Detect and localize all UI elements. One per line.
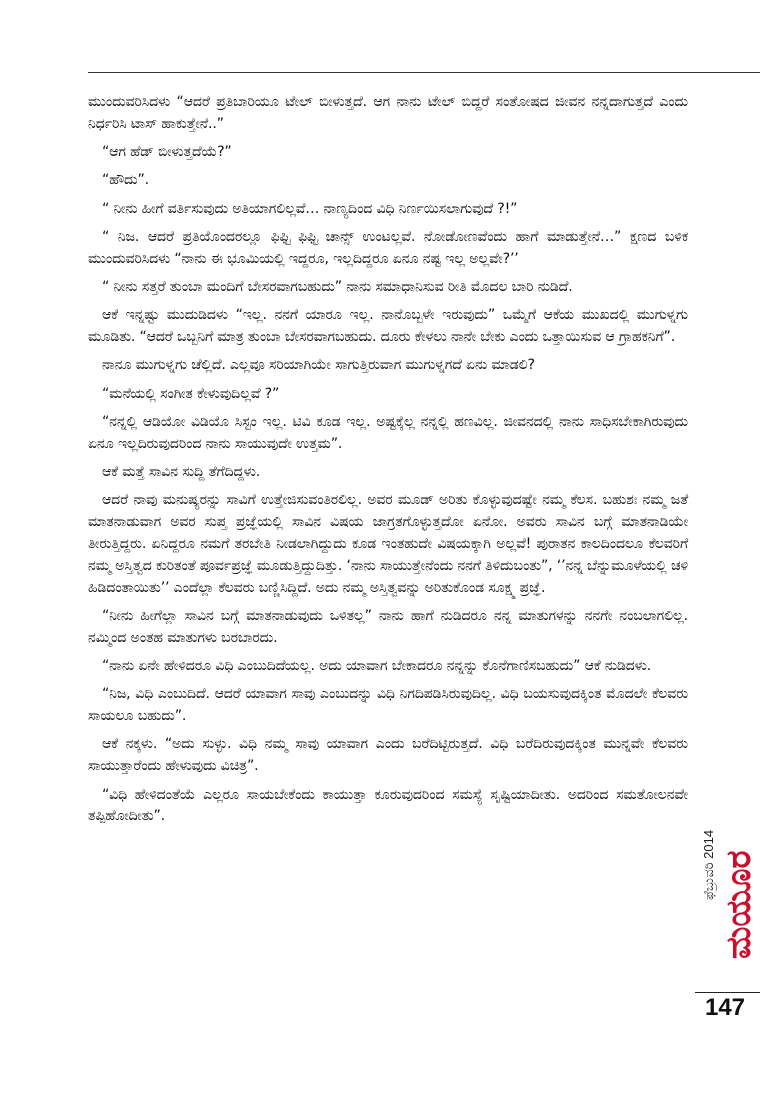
paragraph: “ವಿಧಿ ಹೇಳಿದಂತೆಯೆ ಎಲ್ಲರೂ ಸಾಯಬೇಕೆಂದು ಕಾಯುತ್ತಾ ಕೂರುವುದರಿಂದ ಸಮಸ್ಯೆ ಸೃಷ್ಟಿಯಾದೀತು. ಅದರಿಂದ ಸಮತೋಲನವೇ ತಪ್ಪಿಹೋದೀತು”. <box>88 786 688 825</box>
paragraph: “ನೀನು ಹೀಗೆಲ್ಲಾ ಸಾವಿನ ಬಗ್ಗೆ ಮಾತನಾಡುವುದು ಒಳಿತಲ್ಲ” ನಾನು ಹಾಗೆ ನುಡಿದರೂ ನನ್ನ ಮಾತುಗಳನ್ನು ನನಗೇ ನಂಬಲಾಗಲಿಲ್ಲ. ನಮ್ಮಿಂದ ಅಂತಹ ಮಾತುಗಳು ಬರಬಾರದು. <box>88 607 688 646</box>
paragraph: ಆಕೆ ಇನ್ನಷ್ಟು ಮುದುಡಿದಳು “ಇಲ್ಲ. ನನಗೆ ಯಾರೂ ಇಲ್ಲ. ನಾನೊಬ್ಬಳೇ ಇರುವುದು” ಒಮ್ಮೆಗೆ ಆಕೆಯ ಮುಖದಲ್ಲಿ ಮುಗುಳ್ನಗು ಮೂಡಿತು. “ಆದರೆ ಒಬ್ಬನಿಗೆ ಮಾತ್ರ ತುಂಬಾ ಬೇಸರವಾಗಬಹುದು. ದೂರು ಕೇಳಲು ನಾನೇ ಬೇಕು ಎಂದು ಒತ್ತಾಯಿಸುವ ಆ ಗ್ರಾಹಕನಿಗೆ”. <box>88 307 688 346</box>
header-rule <box>88 72 760 73</box>
issue-date: ಫೆಬ್ರುವರಿ 2014 <box>701 829 716 900</box>
magazine-logo <box>719 820 759 990</box>
article-body <box>88 92 688 835</box>
logo-text: ಮಯೂರ <box>719 850 759 960</box>
paragraph: “ ನಿಜ. ಆದರೆ ಪ್ರತಿಯೊಂದರಲ್ಲೂ ಫಿಫ್ಟಿ ಫಿಫ್ಟಿ ಚಾನ್ಸ್ ಉಂಟಲ್ಲವೆ. ನೋಡೋಣವೆಂದು ಹಾಗೆ ಮಾಡುತ್ತೇನೆ…” ಕ್ಷಣದ ಬಳಿಕ ಮುಂದುವರಿಸಿದಳು “ನಾನು ಈ ಭೂಮಿಯಲ್ಲಿ ಇದ್ದರೂ, ಇಲ್ಲದಿದ್ದರೂ ಏನೂ ನಷ್ಟ ಇಲ್ಲ ಅಲ್ಲವೇ?’’ <box>88 228 688 267</box>
page-number-rule <box>695 992 760 993</box>
paragraph: “ನಾನು ಏನೇ ಹೇಳಿದರೂ ವಿಧಿ ಎಂಬುದಿದೆಯಲ್ಲ. ಅದು ಯಾವಾಗ ಬೇಕಾದರೂ ನನ್ನನ್ನು ಕೊನೆಗಾಣಿಸಬಹುದು” ಆಕೆ ನುಡಿದಳು. <box>102 658 652 675</box>
paragraph: ಮುಂದುವರಿಸಿದಳು “ಆದರೆ ಪ್ರತಿಬಾರಿಯೂ ಟೇಲ್ ಬೀಳುತ್ತದೆ. ಆಗ ನಾನು ಟೇಲ್ ಬಿದ್ದರೆ ಸಂತೋಷದ ಜೀವನ ನನ್ನದಾಗುತ್ತದೆ ಎಂದು ನಿರ್ಧರಿಸಿ ಟಾಸ್ ಹಾಕುತ್ತೇನೆ..” <box>88 94 688 132</box>
paragraph: ನಾನೂ ಮುಗುಳ್ನಗು ಚೆಲ್ಲಿದೆ. ಎಲ್ಲವೂ ಸರಿಯಾಗಿಯೇ ಸಾಗುತ್ತಿರುವಾಗ ಮುಗುಳ್ನಗದೆ ಏನು ಮಾಡಲಿ? <box>102 357 535 374</box>
paragraph: “ ನೀನು ಸತ್ತರೆ ತುಂಬಾ ಮಂದಿಗೆ ಬೇಸರವಾಗಬಹುದು” ನಾನು ಸಮಾಧಾನಿಸುವ ರೀತಿ ಮೊದಲ ಬಾರಿ ನುಡಿದೆ. <box>102 279 573 296</box>
paragraph: “ನಿಜ, ವಿಧಿ ಎಂಬುದಿದೆ. ಆದರೆ ಯಾವಾಗ ಸಾವು ಎಂಬುದನ್ನು ವಿಧಿ ನಿಗದಿಪಡಿಸಿರುವುದಿಲ್ಲ. ವಿಧಿ ಬಯಸುವುದಕ್ಕಿಂತ ಮೊದಲೇ ಕೆಲವರು ಸಾಯಲೂ ಬಹುದು”. <box>88 686 688 725</box>
page-number: 147 <box>704 994 746 1021</box>
paragraph: “ಮನೆಯಲ್ಲಿ ಸಂಗೀತ ಕೇಳುವುದಿಲ್ಲವೆ ?” <box>102 385 280 402</box>
paragraph: “ಆಗ ಹೆಡ್ ಬೀಳುತ್ತದೆಯೆ?” <box>102 144 232 161</box>
sidebar <box>695 780 760 990</box>
paragraph: ಆಕೆ ಮತ್ತೆ ಸಾವಿನ ಸುದ್ದಿ ತೆಗೆದಿದ್ದಳು. <box>102 464 261 481</box>
paragraph: ಆಕೆ ನಕ್ಕಳು. “ಅದು ಸುಳ್ಳು. ವಿಧಿ ನಮ್ಮ ಸಾವು ಯಾವಾಗ ಎಂದು ಬರೆದಿಟ್ಟಿರುತ್ತದೆ. ವಿಧಿ ಬರೆದಿರುವುದಕ್ಕಿಂತ ಮುನ್ನವೇ ಕೆಲವರು ಸಾಯುತ್ತಾರೆಂದು ಹೇಳುವುದು ವಿಚಿತ್ರ”. <box>88 736 688 775</box>
paragraph: “ಹೌದು”. <box>102 172 149 189</box>
paragraph: “ ನೀನು ಹೀಗೆ ವರ್ತಿಸುವುದು ಅತಿಯಾಗಲಿಲ್ಲವೆ… ನಾಣ್ಯದಿಂದ ವಿಧಿ ನಿರ್ಣಯಿಸಲಾಗುವುದೆ ?!” <box>102 200 518 217</box>
paragraph: ಆದರೆ ನಾವು ಮನುಷ್ಯರನ್ನು ಸಾವಿಗೆ ಉತ್ತೇಜಿಸುವಂತಿರಲಿಲ್ಲ. ಅವರ ಮೂಡ್ ಅರಿತು ಕೊಳ್ಳುವುದಷ್ಟೇ ನಮ್ಮ ಕೆಲಸ. ಬಹುಶಃ ನಮ್ಮ ಜತೆ ಮಾತನಾಡುವಾಗ ಅವರ ಸುಪ್ತ ಪ್ರಜ್ಞೆಯಲ್ಲಿ ಸಾವಿನ ವಿಷಯ ಜಾಗ್ರತಗೊಳ್ಳುತ್ತದೋ ಏನೋ. ಅವರು ಸಾವಿನ ಬಗ್ಗೆ ಮಾತನಾಡಿಯೇ ತೀರುತ್ತಿದ್ದರು. ಏನಿದ್ದರೂ ನಮಗೆ ತರಬೇತಿ ನೀಡಲಾಗಿದ್ದುದು ಕೂಡ ಇಂತಹುದೇ ವಿಷಯಕ್ಕಾಗಿ ಅಲ್ಲವೆ! ಪುರಾತನ ಕಾಲದಿಂದಲೂ ಕೆಲವರಿಗೆ ನಮ್ಮ ಅಸ್ತಿತ್ವದ ಕುರಿತಂತೆ ಪೂರ್ವಪ್ರಜ್ಞೆ ಮೂಡುತ್ತಿದ್ದುದಿತ್ತು. ‘ನಾನು ಸಾಯುತ್ತೇನೆಂದು ನನಗೆ ತಿಳಿದುಬಂತು”, ‘’ನನ್ನ ಬೆನ್ನುಮೂಳೆಯಲ್ಲಿ ಚಳಿ ಹಿಡಿದಂತಾಯಿತು’’ ಎಂದೆಲ್ಲಾ ಕೆಲವರು ಬಣ್ಣಿಸಿದ್ದಿದೆ. ಅದು ನಮ್ಮ ಅಸ್ತಿತ್ವವನ್ನು ಅರಿತುಕೊಂಡ ಸೂಕ್ಷ್ಮ ಪ್ರಜ್ಞೆ. <box>88 492 688 596</box>
paragraph: “ನನ್ನಲ್ಲಿ ಆಡಿಯೋ ವಿಡಿಯೊ ಸಿಸ್ಟಂ ಇಲ್ಲ. ಟಿವಿ ಕೂಡ ಇಲ್ಲ. ಅಷ್ಟಕ್ಕೆಲ್ಲ ನನ್ನಲ್ಲಿ ಹಣವಿಲ್ಲ. ಜೀವನದಲ್ಲಿ ನಾನು ಸಾಧಿಸಬೇಕಾಗಿರುವುದು ಏನೂ ಇಲ್ಲದಿರುವುದರಿಂದ ನಾನು ಸಾಯುವುದೇ ಉತ್ತಮ”. <box>88 414 688 452</box>
